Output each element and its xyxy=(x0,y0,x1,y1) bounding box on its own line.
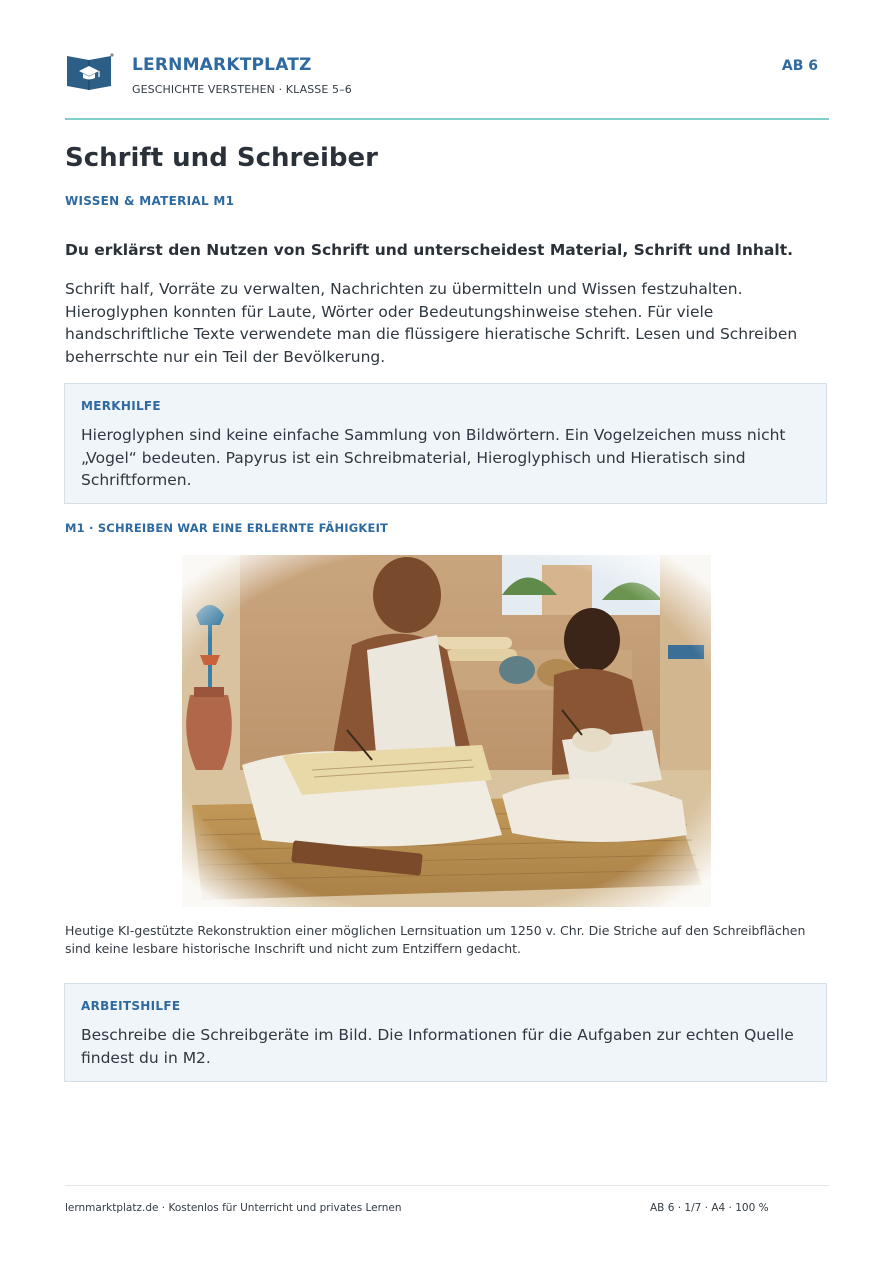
page-header xyxy=(65,50,829,110)
footer-divider xyxy=(65,1185,829,1186)
intro-text: Schrift half, Vorräte zu verwalten, Nachrichten zu übermitteln und Wissen festzuhalten. Hieroglyphen konnten für Laute, Wörter oder Bedeutungshinweise stehen. Für viele handschriftliche Texte verwendete man die flüssigere hieratische Schrift. Lesen und Schreiben beherrschte nur ein Teil der Bevölkerung. xyxy=(65,280,798,366)
footer-page-info: AB 6 · 1/7 · A4 · 100 % xyxy=(650,1202,769,1214)
brand-subtitle: GESCHICHTE VERSTEHEN · KLASSE 5–6 xyxy=(132,83,352,96)
footer-site: lernmarktplatz.de · Kostenlos für Unterricht und privates Lernen xyxy=(65,1202,402,1214)
graduation-cap-book-icon xyxy=(65,50,115,94)
learning-goal: Du erklärst den Nutzen von Schrift und unterscheidest Material, Schrift und Inhalt. xyxy=(65,241,793,259)
arbeitshilfe-label: ARBEITSHILFE xyxy=(81,999,181,1013)
figure-label: M1 · SCHREIBEN WAR EINE ERLERNTE FÄHIGKEIT xyxy=(65,521,389,535)
merkhilfe-label: MERKHILFE xyxy=(81,399,161,413)
header-divider xyxy=(65,118,829,120)
scribe-illustration xyxy=(182,555,711,907)
merkhilfe-box xyxy=(64,383,827,504)
brand-name: LERNMARKTPLATZ xyxy=(132,55,312,75)
page-title: Schrift und Schreiber xyxy=(65,143,378,173)
figure-caption: Heutige KI-gestützte Rekonstruktion einer möglichen Lernsituation um 1250 v. Chr. Die Striche auf den Schreibflächen sind keine lesbare historische Inschrift und nicht zum Entziffern gedacht. xyxy=(65,923,806,956)
sheet-label: AB 6 xyxy=(781,58,818,74)
merkhilfe-text: Hieroglyphen sind keine einfache Sammlung von Bildwörtern. Ein Vogelzeichen muss nicht „Vogel“ bedeuten. Papyrus ist ein Schreibmaterial, Hieroglyphisch und Hieratisch sind Schriftformen. xyxy=(81,426,786,489)
section-label: WISSEN & MATERIAL M1 xyxy=(65,194,235,208)
arbeitshilfe-text: Beschreibe die Schreibgeräte im Bild. Die Informationen für die Aufgaben zur echten Quelle findest du in M2. xyxy=(81,1026,794,1067)
arbeitshilfe-box xyxy=(64,983,827,1082)
